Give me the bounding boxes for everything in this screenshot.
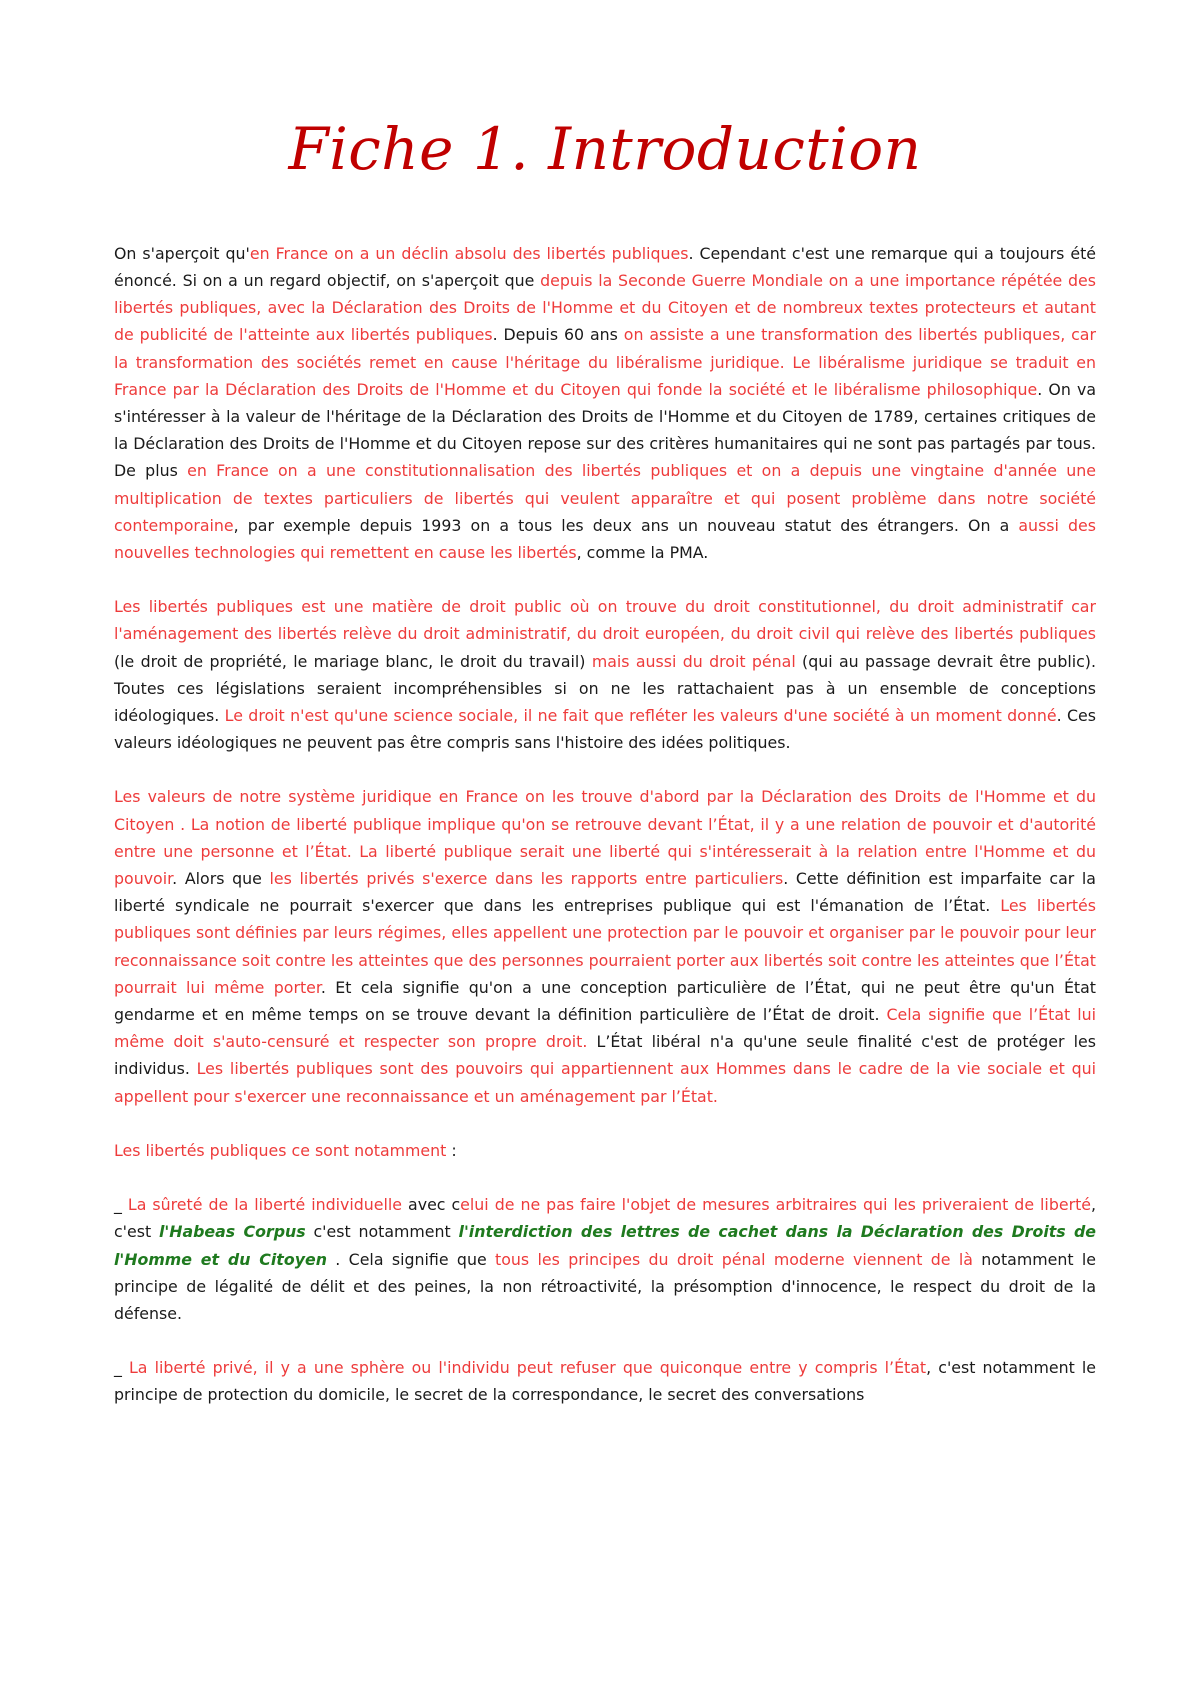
body-text: . Alors que (172, 869, 270, 889)
highlighted-text: on assiste a une transformation des libertés publiques, car la transformation des sociétés remet en cause l'héritage du libéralisme juridique. Le libéralisme juridique se traduit en France par la Déclaration des Droits de l'Homme et du Citoyen qui fonde la société et le libéralisme philosophique (114, 325, 1096, 399)
body-text: . On va s'intéresser à la valeur de l'héritage de la Déclaration des Droits de l'Homme et du Citoyen de 1789, certaines critiques de la Déclaration des Droits de l'Homme et du Citoyen repose sur des critères humanitaires qui ne sont pas partagés par tous. De plus (114, 379, 1097, 481)
paragraph (114, 593, 1096, 756)
paragraph (114, 1137, 1096, 1164)
body-text: c'est notamment (305, 1222, 459, 1242)
body-text: (qui au passage devrait être public). Toutes ces législations seraient incompréhensibles si on ne les rattachaient pas à un ensemble de conceptions idéologiques. (114, 651, 1096, 726)
paragraph (114, 1354, 1096, 1408)
body-text: On s'aperçoit qu' (114, 243, 250, 263)
highlighted-text: Les libertés publiques est une matière de droit public où on trouve du droit constitutionnel, du droit administratif car l'aménagement des libertés relève du droit administratif, du droit européen, du droit civil qui relève des libertés publiques (114, 597, 1096, 644)
highlighted-text: mais aussi du droit pénal (591, 651, 796, 671)
body-text: , comme la PMA. (576, 543, 709, 563)
body-text: , c'est notamment le principe de protection du domicile, le secret de la correspondance, le secret des conversations (114, 1358, 1096, 1405)
highlighted-text: depuis la Seconde Guerre Mondiale on a une importance répétée des libertés publiques, avec la Déclaration des Droits de l'Homme et du Citoyen et de nombreux textes protecteurs et autant de publicité de l'atteinte aux libertés publiques (114, 271, 1096, 345)
body-text: . Cela signifie que (326, 1249, 496, 1269)
highlighted-text: Cela signifie que l’État lui même doit s'auto-censuré et respecter son propre droit. (114, 1005, 1096, 1052)
body-text: (le droit de propriété, le mariage blanc, le droit du travail) (114, 651, 592, 671)
highlighted-text: elui de ne pas faire l'objet de mesures arbitraires qui les priveraient de liberté (460, 1195, 1091, 1215)
emphasis-text: l'Habeas Corpus (158, 1222, 306, 1242)
body-text: _ (114, 1195, 128, 1215)
body-text: . Cependant c'est une remarque qui a toujours été énoncé. Si on a un regard objectif, on s'aperçoit que (114, 243, 1097, 290)
highlighted-text: tous les principes du droit pénal moderne viennent de là (495, 1249, 973, 1269)
highlighted-text: en France on a un déclin absolu des libertés publiques (249, 243, 689, 263)
highlighted-text: La liberté privé, il y a une sphère ou l'individu peut refuser que quiconque entre y compris l’État (129, 1358, 927, 1378)
highlighted-text: en France on a une constitutionnalisation des libertés publiques et on a depuis une vingtaine d'année une multiplication de textes particuliers de libertés qui veulent apparaître et qui posent problème dans notre société contemporaine (114, 461, 1097, 535)
highlighted-text: Les libertés publiques sont définies par leurs régimes, elles appellent une protection par le pouvoir et organiser par le pouvoir pour leur reconnaissance soit contre les atteintes que des personnes pourraient porter aux libertés soit contre les atteintes que l’État pourrait lui même porter (114, 896, 1096, 997)
document-body (114, 240, 1096, 1409)
paragraph (114, 240, 1096, 566)
body-text: : (446, 1140, 457, 1160)
highlighted-text: Le droit n'est qu'une science sociale, il ne fait que refléter les valeurs d'une société à un moment donné (224, 706, 1057, 726)
body-text: . Cette définition est imparfaite car la liberté syndicale ne pourrait s'exercer que dans les entreprises publique qui est l'émanation de l’État. (114, 869, 1096, 916)
body-text: _ (114, 1358, 129, 1378)
emphasis-text: l'interdiction des lettres de cachet dans la Déclaration des Droits de l'Homme et du Citoyen (114, 1222, 1096, 1269)
body-text: , c'est (114, 1195, 1097, 1242)
paragraph (114, 783, 1096, 1109)
body-text: L’État libéral n'a qu'une seule finalité c'est de protéger les individus. (114, 1032, 1097, 1079)
document-title: Fiche 1. Introduction (288, 115, 922, 183)
body-text: . Et cela signifie qu'on a une conception particulière de l’État, qui ne peut être qu'un État gendarme et en même temps on se trouve devant la définition particulière de l’État de droit. (114, 977, 1096, 1025)
highlighted-text: Les libertés publiques sont des pouvoirs qui appartiennent aux Hommes dans le cadre de la vie sociale et qui appellent pour s'exercer une reconnaissance et un aménagement par l’État. (114, 1059, 1096, 1106)
highlighted-text: Les libertés publiques ce sont notamment (114, 1140, 447, 1160)
highlighted-text: les libertés privés s'exerce dans les rapports entre particuliers (269, 869, 784, 889)
body-text: . Ces valeurs idéologiques ne peuvent pas être compris sans l'histoire des idées politiques. (114, 706, 1096, 753)
highlighted-text: Les valeurs de notre système juridique en France on les trouve d'abord par la Déclaration des Droits de l'Homme et du Citoyen . La notion de liberté publique implique qu'on se retrouve devant l’État, il y a une relation de pouvoir et d'autorité entre une personne et l’État. La liberté publique serait une liberté qui s'intéresserait à la relation entre l'Homme et du pouvoir (114, 787, 1096, 889)
paragraph (114, 1191, 1096, 1327)
highlighted-text: aussi des nouvelles technologies qui remettent en cause les libertés (114, 515, 1096, 563)
body-text: avec c (402, 1195, 461, 1215)
body-text: , par exemple depuis 1993 on a tous les deux ans un nouveau statut des étrangers. On a (233, 515, 1019, 535)
body-text: notamment le principe de légalité de délit et des peines, la non rétroactivité, la présomption d'innocence, le respect du droit de la défense. (114, 1249, 1096, 1323)
body-text: . Depuis 60 ans (492, 325, 624, 345)
highlighted-text: La sûreté de la liberté individuelle (127, 1195, 403, 1215)
